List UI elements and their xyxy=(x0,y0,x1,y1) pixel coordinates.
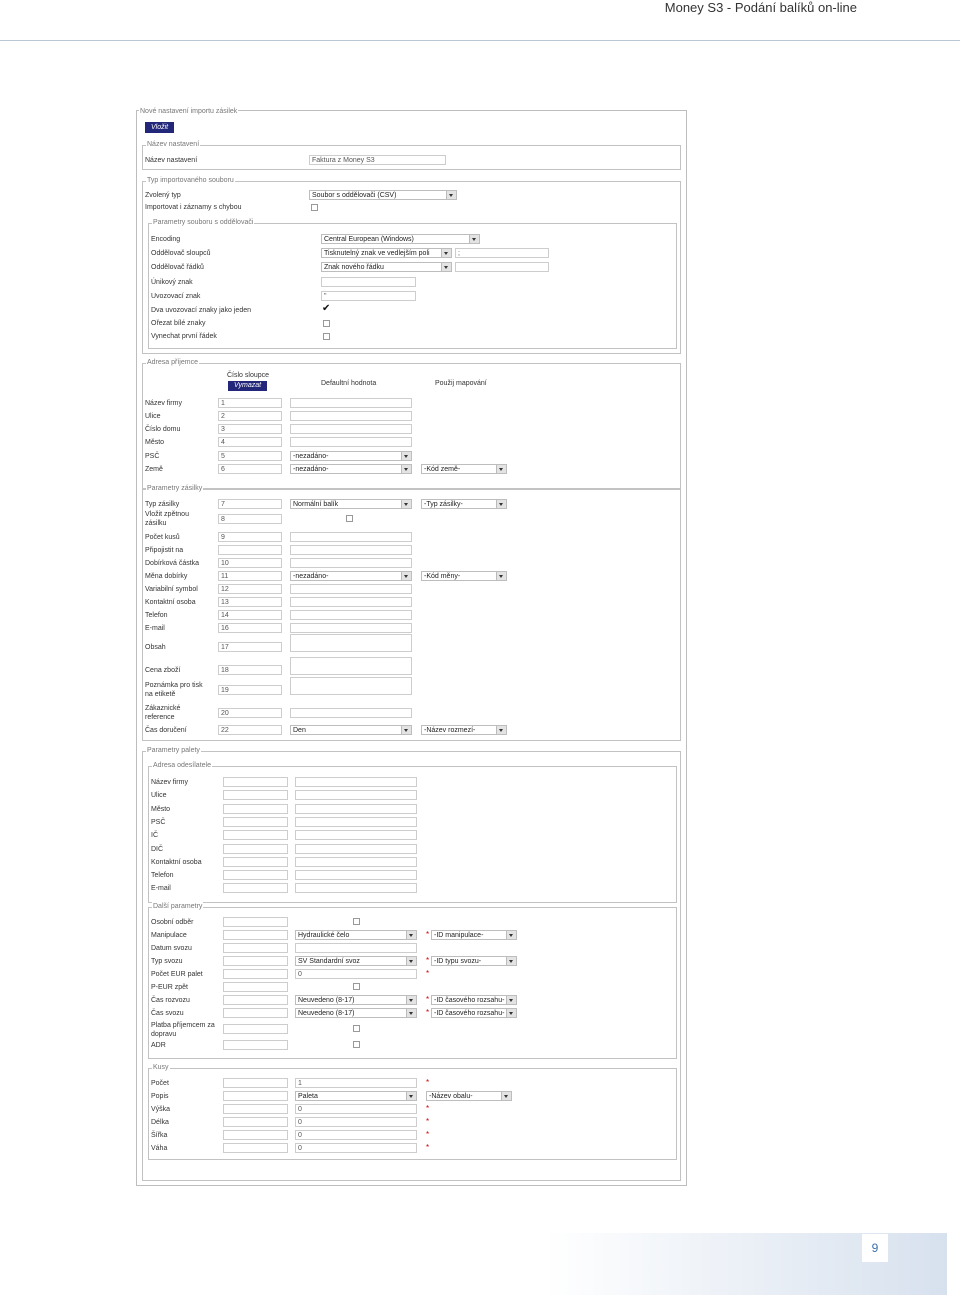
recipient-row-column[interactable]: 3 xyxy=(218,424,282,434)
default-value-header: Defaultní hodnota xyxy=(321,380,377,387)
pickup-type-col[interactable] xyxy=(223,956,288,966)
handling-map-select[interactable] xyxy=(431,930,517,940)
chevron-down-icon xyxy=(441,249,451,257)
recipient-pays-col[interactable] xyxy=(223,1024,288,1034)
sender-row-label: IČ xyxy=(151,832,158,840)
sender-row-label: Telefon xyxy=(151,872,174,880)
pickup-time-label: Čas svozu xyxy=(151,1010,184,1017)
shipment-row-column[interactable]: 12 xyxy=(218,584,282,594)
shipment-section xyxy=(142,485,681,741)
recipient-pays-checkbox[interactable] xyxy=(353,1025,360,1032)
desc-col[interactable] xyxy=(223,1091,288,1101)
chevron-down-icon xyxy=(401,465,411,473)
count-col[interactable] xyxy=(223,1078,288,1088)
chevron-down-icon xyxy=(506,931,516,939)
required-marker: * xyxy=(426,969,430,978)
shipment-row-mapping-value: -Název rozmezí- xyxy=(424,727,476,734)
recipient-row-label: Ulice xyxy=(145,413,161,420)
insert-button[interactable]: Vložit xyxy=(145,122,174,133)
pickup-time-map-select[interactable] xyxy=(431,1008,517,1018)
row-sep-label: Oddělovač řádků xyxy=(151,264,204,271)
form-legend: Nové nastavení importu zásilek xyxy=(140,108,238,115)
shipment-row-column[interactable]: 8 xyxy=(218,514,282,524)
recipient-row-label: Název firmy xyxy=(145,400,182,407)
shipment-row-label: Poznámka pro tisk na etiketě xyxy=(145,682,203,698)
shipment-row-default[interactable] xyxy=(290,558,412,568)
quote-input[interactable]: " xyxy=(321,291,416,301)
chevron-down-icon xyxy=(506,996,516,1004)
sender-legend: Adresa odesílatele xyxy=(153,762,211,769)
recipient-row-column[interactable]: 1 xyxy=(218,398,282,408)
chevron-down-icon xyxy=(496,726,506,734)
recipient-row-default[interactable] xyxy=(290,451,412,461)
recipient-section xyxy=(142,359,681,489)
handling-select-value: Hydraulické čelo xyxy=(298,932,350,939)
shipment-row-default[interactable] xyxy=(290,571,412,581)
other-params-section xyxy=(148,903,677,1059)
recipient-row-column[interactable]: 6 xyxy=(218,464,282,474)
shipment-row-column[interactable]: 22 xyxy=(218,725,282,735)
shipment-row-label: Zákaznické reference xyxy=(145,705,181,721)
setting-name-label: Název nastavení xyxy=(145,157,198,164)
eur-back-col[interactable] xyxy=(223,982,288,992)
csv-params-legend: Parametry souboru s oddělovači xyxy=(153,219,254,226)
sender-row-label: Kontaktní osoba xyxy=(151,858,202,866)
shipment-row-label: Dobírková částka xyxy=(145,560,200,567)
shipment-row-label: Variabilní symbol xyxy=(145,586,198,593)
shipment-row-default[interactable] xyxy=(290,545,412,555)
count-label: Počet xyxy=(151,1080,169,1087)
recipient-row-default-value: -nezadáno- xyxy=(293,466,329,473)
shipment-row-column[interactable]: 14 xyxy=(218,610,282,620)
sender-row-value[interactable] xyxy=(295,870,417,880)
delivery-time-map-value: -ID časového rozsahu- xyxy=(434,997,505,1004)
pickup-type-select-value: SV Standardní svoz xyxy=(298,958,360,965)
import-errors-checkbox[interactable] xyxy=(311,204,318,211)
length-input[interactable]: 0 xyxy=(295,1117,417,1127)
column-number-header: Číslo sloupce xyxy=(227,372,270,379)
height-col[interactable] xyxy=(223,1104,288,1114)
file-type-select[interactable] xyxy=(309,190,457,200)
chevron-down-icon xyxy=(496,500,506,508)
recipient-row-column[interactable]: 4 xyxy=(218,437,282,447)
trim-checkbox[interactable] xyxy=(323,320,330,327)
col-sep-char-input[interactable]: ; xyxy=(455,248,549,258)
required-marker: * xyxy=(426,1143,430,1152)
sender-row-value[interactable] xyxy=(295,883,417,893)
required-marker: * xyxy=(426,1078,430,1087)
chevron-down-icon xyxy=(406,957,416,965)
handling-map-value: -ID manipulace- xyxy=(434,932,484,939)
weight-label: Váha xyxy=(151,1145,168,1152)
sender-row-value[interactable] xyxy=(295,804,417,814)
double-quote-checked-icon[interactable]: ✔ xyxy=(322,303,331,314)
required-marker: * xyxy=(426,1130,430,1139)
desc-select[interactable] xyxy=(295,1091,417,1101)
width-label: Šířka xyxy=(151,1132,168,1139)
eur-back-label: P-EUR zpět xyxy=(151,984,188,991)
sender-row-column[interactable] xyxy=(223,777,288,787)
chevron-down-icon xyxy=(401,726,411,734)
required-marker: * xyxy=(426,956,430,965)
pickup-type-select[interactable] xyxy=(295,956,417,966)
pallet-legend: Parametry palety xyxy=(147,747,200,754)
shipment-row-column[interactable]: 19 xyxy=(218,685,282,695)
sender-row-label: DIČ xyxy=(151,845,164,853)
csv-params-section xyxy=(148,219,677,349)
pickup-type-map-value: -ID typu svozu- xyxy=(434,958,482,965)
shipment-row-label: Připojistit na xyxy=(145,547,184,554)
recipient-row-label: Země xyxy=(145,466,163,473)
shipment-row-column[interactable]: 9 xyxy=(218,532,282,542)
recipient-row-default[interactable] xyxy=(290,398,412,408)
weight-input[interactable]: 0 xyxy=(295,1143,417,1153)
col-sep-select-value: Tisknutelný znak ve vedlejším poli xyxy=(324,250,430,257)
delivery-time-label: Čas rozvozu xyxy=(151,997,190,1004)
shipment-row-mapping-value: -Typ zásilky- xyxy=(424,501,463,508)
sender-row-value[interactable] xyxy=(295,777,417,787)
delivery-time-select[interactable] xyxy=(295,995,417,1005)
recipient-row-default[interactable] xyxy=(290,411,412,421)
sender-row-value[interactable] xyxy=(295,844,417,854)
chevron-down-icon xyxy=(496,465,506,473)
double-quote-label: Dva uvozovací znaky jako jeden xyxy=(151,307,251,314)
weight-col[interactable] xyxy=(223,1143,288,1153)
sender-row-column[interactable] xyxy=(223,790,288,800)
encoding-label: Encoding xyxy=(151,236,181,243)
chevron-down-icon xyxy=(406,1009,416,1017)
personal-pickup-col[interactable] xyxy=(223,917,288,927)
escape-input[interactable] xyxy=(321,277,416,287)
setting-name-input[interactable]: Faktura z Money S3 xyxy=(309,155,446,165)
shipment-row-default[interactable] xyxy=(290,584,412,594)
desc-label: Popis xyxy=(151,1093,169,1100)
desc-map-select[interactable] xyxy=(426,1091,512,1101)
sender-section xyxy=(148,762,677,903)
handling-label: Manipulace xyxy=(151,932,187,939)
sender-row-value[interactable] xyxy=(295,790,417,800)
skip-first-label: Vynechat první řádek xyxy=(151,333,217,340)
shipment-row-default[interactable] xyxy=(290,634,412,652)
trim-label: Ořezat bílé znaky xyxy=(151,320,206,327)
length-label: Délka xyxy=(151,1119,169,1126)
import-settings-form xyxy=(136,110,687,1186)
pickup-type-map-select[interactable] xyxy=(431,956,517,966)
chevron-down-icon xyxy=(506,957,516,965)
sender-row-value[interactable] xyxy=(295,857,417,867)
file-type-legend: Typ importovaného souboru xyxy=(147,177,234,184)
sender-row-label: Město xyxy=(151,805,171,813)
recipient-row-mapping[interactable] xyxy=(421,464,507,474)
pickup-date-label: Datum svozu xyxy=(151,945,192,952)
col-sep-select[interactable] xyxy=(321,248,452,258)
document-header xyxy=(0,0,960,41)
recipient-row-label: Číslo domu xyxy=(145,426,181,433)
handling-select[interactable] xyxy=(295,930,417,940)
shipment-row-default[interactable] xyxy=(290,725,412,735)
shipment-row-mapping[interactable] xyxy=(421,571,507,581)
shipment-row-column[interactable] xyxy=(218,545,282,555)
shipment-row-mapping[interactable] xyxy=(421,725,507,735)
recipient-legend: Adresa příjemce xyxy=(147,359,198,366)
height-label: Výška xyxy=(151,1106,171,1113)
chevron-down-icon xyxy=(401,572,411,580)
sender-row-label: PSČ xyxy=(151,818,166,826)
required-marker: * xyxy=(426,1104,430,1113)
sender-row-column[interactable] xyxy=(223,857,288,867)
pickup-date-default[interactable] xyxy=(295,943,417,953)
height-input[interactable]: 0 xyxy=(295,1104,417,1114)
recipient-pays-label: Platba příjemcem za dopravu xyxy=(151,1022,215,1038)
selected-type-label: Zvolený typ xyxy=(145,192,181,199)
adr-col[interactable] xyxy=(223,1040,288,1050)
shipment-row-column[interactable]: 18 xyxy=(218,665,282,675)
shipment-row-default[interactable] xyxy=(290,657,412,675)
eur-count-label: Počet EUR palet xyxy=(151,971,203,978)
pickup-time-select[interactable] xyxy=(295,1008,417,1018)
encoding-select[interactable] xyxy=(321,234,480,244)
document-title: Money S3 - Podání balíků on-line xyxy=(664,0,857,15)
shipment-row-column[interactable]: 20 xyxy=(218,708,282,718)
skip-first-checkbox[interactable] xyxy=(323,333,330,340)
eur-count-col[interactable] xyxy=(223,969,288,979)
sender-row-column[interactable] xyxy=(223,870,288,880)
shipment-row-column[interactable]: 11 xyxy=(218,571,282,581)
shipment-row-label: Typ zásilky xyxy=(145,501,180,508)
eur-back-checkbox[interactable] xyxy=(353,983,360,990)
file-type-section xyxy=(142,177,681,354)
adr-label: ADR xyxy=(151,1042,166,1049)
shipment-row-label: Kontaktní osoba xyxy=(145,599,196,606)
pieces-legend: Kusy xyxy=(153,1064,169,1071)
chevron-down-icon xyxy=(406,931,416,939)
encoding-select-value: Central European (Windows) xyxy=(324,236,414,243)
recipient-row-column[interactable]: 2 xyxy=(218,411,282,421)
sender-row-label: E-mail xyxy=(151,885,171,893)
quote-label: Uvozovací znak xyxy=(151,293,201,300)
pickup-time-map-value: -ID časového rozsahu- xyxy=(434,1010,505,1017)
pickup-date-col[interactable] xyxy=(223,943,288,953)
pallet-section xyxy=(142,747,681,1181)
shipment-row-default[interactable] xyxy=(290,610,412,620)
sender-row-column[interactable] xyxy=(223,817,288,827)
shipment-row-default[interactable] xyxy=(290,623,412,633)
sender-row-label: Název firmy xyxy=(151,779,188,786)
clear-button[interactable]: Vymazat xyxy=(228,381,267,391)
other-params-legend: Další parametry xyxy=(153,903,203,910)
name-section-legend: Název nastavení xyxy=(147,141,200,148)
personal-pickup-checkbox[interactable] xyxy=(353,918,360,925)
shipment-row-default[interactable] xyxy=(290,677,412,695)
required-marker: * xyxy=(426,1008,430,1017)
shipment-row-default[interactable] xyxy=(290,708,412,718)
shipment-row-default[interactable] xyxy=(290,532,412,542)
handling-col[interactable] xyxy=(223,930,288,940)
shipment-row-default[interactable] xyxy=(290,499,412,509)
chevron-down-icon xyxy=(401,500,411,508)
page-number: 9 xyxy=(862,1234,888,1262)
shipment-row-default-value: -nezadáno- xyxy=(293,573,329,580)
file-type-select-value: Soubor s oddělovači (CSV) xyxy=(312,192,397,199)
shipment-row-column[interactable]: 16 xyxy=(218,623,282,633)
sender-row-column[interactable] xyxy=(223,830,288,840)
recipient-row-default[interactable] xyxy=(290,424,412,434)
shipment-row-label: Počet kusů xyxy=(145,534,180,541)
shipment-row-default-value: Den xyxy=(293,727,306,734)
shipment-row-column[interactable]: 10 xyxy=(218,558,282,568)
chevron-down-icon xyxy=(469,235,479,243)
sender-row-column[interactable] xyxy=(223,804,288,814)
row-sep-char-input[interactable] xyxy=(455,262,549,272)
count-input[interactable]: 1 xyxy=(295,1078,417,1088)
recipient-row-mapping-value: -Kód země- xyxy=(424,466,461,473)
shipment-row-mapping[interactable] xyxy=(421,499,507,509)
recipient-row-default-value: -nezadáno- xyxy=(293,453,329,460)
shipment-row-default-value: Normální balík xyxy=(293,501,339,508)
width-col[interactable] xyxy=(223,1130,288,1140)
shipment-legend: Parametry zásilky xyxy=(147,485,203,492)
chevron-down-icon xyxy=(441,263,451,271)
chevron-down-icon xyxy=(501,1092,511,1100)
delivery-time-col[interactable] xyxy=(223,995,288,1005)
required-marker: * xyxy=(426,995,430,1004)
shipment-row-mapping-value: -Kód měny- xyxy=(424,573,461,580)
shipment-row-label: Čas doručení xyxy=(145,727,187,734)
recipient-row-label: PSČ xyxy=(145,453,160,460)
name-section xyxy=(142,141,681,170)
col-sep-label: Oddělovač sloupců xyxy=(151,250,211,257)
escape-label: Únikový znak xyxy=(151,279,193,286)
required-marker: * xyxy=(426,1117,430,1126)
recipient-row-default[interactable] xyxy=(290,437,412,447)
import-errors-label: Importovat i záznamy s chybou xyxy=(145,204,242,211)
recipient-row-label: Město xyxy=(145,439,165,446)
delivery-time-map-select[interactable] xyxy=(431,995,517,1005)
pickup-time-select-value: Neuvedeno (8-17) xyxy=(298,1010,355,1017)
reverse-shipment-checkbox[interactable] xyxy=(346,515,353,522)
personal-pickup-label: Osobní odběr xyxy=(151,919,194,926)
pickup-time-col[interactable] xyxy=(223,1008,288,1018)
pieces-section xyxy=(148,1064,677,1160)
desc-select-value: Paleta xyxy=(298,1093,318,1100)
chevron-down-icon xyxy=(406,996,416,1004)
mapping-header: Použij mapování xyxy=(435,380,487,387)
shipment-row-label: Cena zboží xyxy=(145,667,181,674)
eur-count-input[interactable]: 0 xyxy=(295,969,417,979)
shipment-row-column[interactable]: 13 xyxy=(218,597,282,607)
chevron-down-icon xyxy=(496,572,506,580)
width-input[interactable]: 0 xyxy=(295,1130,417,1140)
shipment-row-label: Měna dobírky xyxy=(145,573,188,580)
shipment-row-label: E-mail xyxy=(145,625,165,632)
chevron-down-icon xyxy=(446,191,456,199)
sender-row-column[interactable] xyxy=(223,883,288,893)
chevron-down-icon xyxy=(506,1009,516,1017)
shipment-row-label: Telefon xyxy=(145,612,168,619)
adr-checkbox[interactable] xyxy=(353,1041,360,1048)
length-col[interactable] xyxy=(223,1117,288,1127)
recipient-row-default[interactable] xyxy=(290,464,412,474)
row-sep-select-value: Znak nového řádku xyxy=(324,264,384,271)
shipment-row-label: Obsah xyxy=(145,644,166,651)
chevron-down-icon xyxy=(406,1092,416,1100)
sender-row-column[interactable] xyxy=(223,844,288,854)
row-sep-select[interactable] xyxy=(321,262,452,272)
shipment-row-label: Vložit zpětnou zásilku xyxy=(145,511,189,527)
recipient-row-column[interactable]: 5 xyxy=(218,451,282,461)
shipment-row-default[interactable] xyxy=(290,597,412,607)
sender-row-value[interactable] xyxy=(295,817,417,827)
shipment-row-column[interactable]: 17 xyxy=(218,642,282,652)
sender-row-label: Ulice xyxy=(151,792,167,800)
chevron-down-icon xyxy=(401,452,411,460)
shipment-row-column[interactable]: 7 xyxy=(218,499,282,509)
desc-map-value: -Název obalu- xyxy=(429,1093,473,1100)
pickup-type-label: Typ svozu xyxy=(151,958,183,965)
delivery-time-select-value: Neuvedeno (8-17) xyxy=(298,997,355,1004)
sender-row-value[interactable] xyxy=(295,830,417,840)
required-marker: * xyxy=(426,930,430,939)
